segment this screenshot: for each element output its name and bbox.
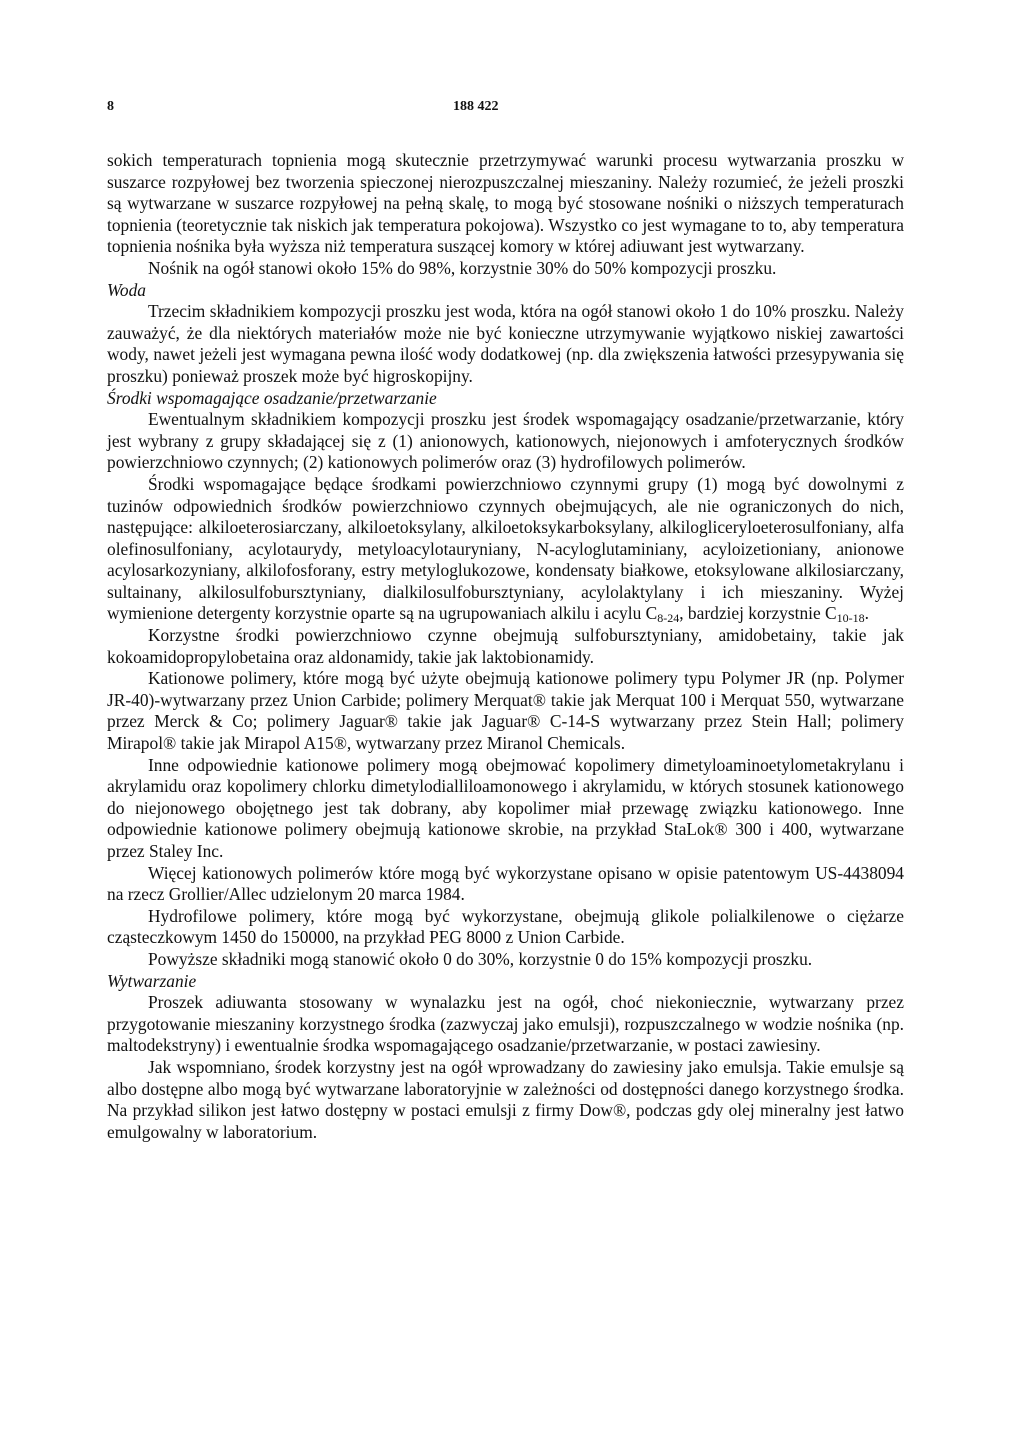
paragraph-more-cationic-polymers: Więcej kationowych polimerów które mogą być wykorzystane opisano w opisie patentowym US-4438094 na rzecz Grollier/Allec udzielonym 20 marca 1984. [107, 862, 904, 905]
document-page [107, 96, 904, 1143]
paragraph-component-amount: Powyższe składniki mogą stanowić około 0 do 30%, korzystnie 0 do 15% kompozycji proszku. [148, 948, 813, 969]
paragraph-water: Trzecim składnikiem kompozycji proszku jest woda, która na ogół stanowi około 1 do 10% proszku. Należy zauważyć, że dla niektórych materiałów może nie być konieczne utrzymywanie wyjątkowo niskiej zawartości wody, nawet jeżeli jest wymagana pewna ilość wody dodatkowej (np. dla zwiększenia łatwości przesypywania się proszku) ponieważ proszek może być higroskopijny. [107, 301, 904, 386]
section-heading-deposition-aids: Środki wspomagające osadzanie/przetwarzanie [107, 387, 437, 408]
paragraph-preparation: Proszek adiuwanta stosowany w wynalazku jest na ogół, choć niekoniecznie, wytwarzany przez przygotowanie mieszaniny korzystnego środka (zazwyczaj jako emulsji), rozpuszczalnego w wodzie nośnika (np. maltodekstryny) i ewentualnie środka wspomagającego osadzanie/przetwarzanie, w postaci zawiesiny. [107, 992, 904, 1056]
surfactants-text-end: . [864, 603, 870, 624]
paragraph-other-cationic-polymers: Inne odpowiednie kationowe polimery mogą obejmować kopolimery dimetyloaminoetylometakrylanu i akrylamidu oraz kopolimery chlorku dimetylodialliloamonowego i akrylamidu, w których stosunek kationowego do niejonowego obojętnego jest tak dobrany, aby kopolimer miał przewagę związku kationowego. Inne odpowiednie kationowe polimery obejmują kationowe skrobie, na przykład StaLok® 300 i 400, wytwarzane przez Staley Inc. [107, 754, 904, 861]
preferred-chain-subscript: 10-18 [836, 611, 865, 626]
page-number: 8 [107, 99, 114, 114]
paragraph-cationic-polymers: Kationowe polimery, które mogą być użyte obejmują kationowe polimery typu Polymer JR (np. Polymer JR-40)-wytwarzany przez Union Carbide; polimery Merquat® takie jak Merquat 100 i Merquat 550, wytwarzane przez Merck & Co; polimery Jaguar® takie jak Jaguar® C-14-S wytwarzany przez Stein Hall; polimery Mirapol® takie jak Mirapol A15®, wytwarzany przez Miranol Chemicals. [107, 668, 904, 754]
paragraph-carrier-amount: Nośnik na ogół stanowi około 15% do 98%, korzystnie 30% do 50% kompozycji proszku. [148, 257, 777, 278]
paragraph-hydrophilic-polymers: Hydrofilowe polimery, które mogą być wykorzystane, obejmują glikole polialkilenowe o ciężarze cząsteczkowym 1450 do 150000, na przykład PEG 8000 z Union Carbide. [107, 905, 904, 948]
alkyl-chain-subscript: 8-24 [657, 611, 680, 626]
page-header [107, 96, 904, 118]
surfactants-text: Środki wspomagające będące środkami powierzchniowo czynnymi grupy (1) mogą być dowolnymi z tuzinów odpowiednich środków powierzchniowo czynnych obejmujących, ale nie ograniczonych do nich, następujące: alkiloeterosiarczany, alkiloetoksylany, alkiloetoksykarboksylany, alkilogliceryloeterosulfoniany, alfa olefinosulfoniany, acylotaurydy, metyloacylotauryniany, N-acyloglutaminiany, acyloizetioniany, anionowe acylosarkozyniany, alkilofosforany, estry metyloglukozowe, kondensaty białkowe, etoksylowane alkilosiarczany, sultainany, alkilosulfobursztyniany, dialkilosulfobursztyniany, acylolaktylany i ich mieszaniny. Wyżej wymienione detergenty korzystnie oparte są na ugrupowaniach alkilu i acylu C [107, 473, 904, 624]
section-heading-preparation: Wytwarzanie [107, 970, 197, 991]
document-number: 188 422 [453, 99, 499, 114]
section-heading-water: Woda [107, 279, 146, 300]
paragraph-emulsions: Jak wspomniano, środek korzystny jest na ogół wprowadzany do zawiesiny jako emulsja. Takie emulsje są albo dostępne albo mogą być wytwarzane laboratoryjnie w zależności od dostępności danego korzystnego środka. Na przykład silikon jest łatwo dostępny w postaci emulsji z firmy Dow®, podczas gdy olej mineralny jest łatwo emulgowalny w laboratorium. [107, 1056, 904, 1142]
paragraph-preferred-surfactants: Korzystne środki powierzchniowo czynne obejmują sulfobursztyniany, amidobetainy, takie jak kokoamidopropylobetaina oraz aldonamidy, takie jak laktobionamidy. [107, 625, 904, 667]
paragraph-carrier-continuation: sokich temperaturach topnienia mogą skutecznie przetrzymywać warunki procesu wytwarzania proszku w suszarce rozpyłowej bez tworzenia spieczonej nierozpuszczalnej mieszaniny. Należy rozumieć, że jeżeli proszki są wytwarzane w suszarce rozpyłowej na pełną skalę, to mogą być stosowane nośniki o niższych temperaturach topnienia (teoretycznie tak niskich jak temperatura pokojowa). Wszystko co jest wymagane to to, aby temperatura topnienia nośnika była wyższa niż temperatura suszącej komory w której adiuwant jest wytwarzany. [107, 150, 904, 257]
surfactants-text-mid: , bardziej korzystnie C [679, 603, 837, 624]
paragraph-deposition-aid-intro: Ewentualnym składnikiem kompozycji proszku jest środek wspomagający osadzanie/przetwarzanie, który jest wybrany z grupy składającej się z (1) anionowych, kationowych, niejonowych i amfoterycznych środków powierzchniowo czynnych; (2) kationowych polimerów oraz (3) hydrofilowych polimerów. [107, 409, 904, 473]
paragraph-surfactants [107, 474, 904, 625]
